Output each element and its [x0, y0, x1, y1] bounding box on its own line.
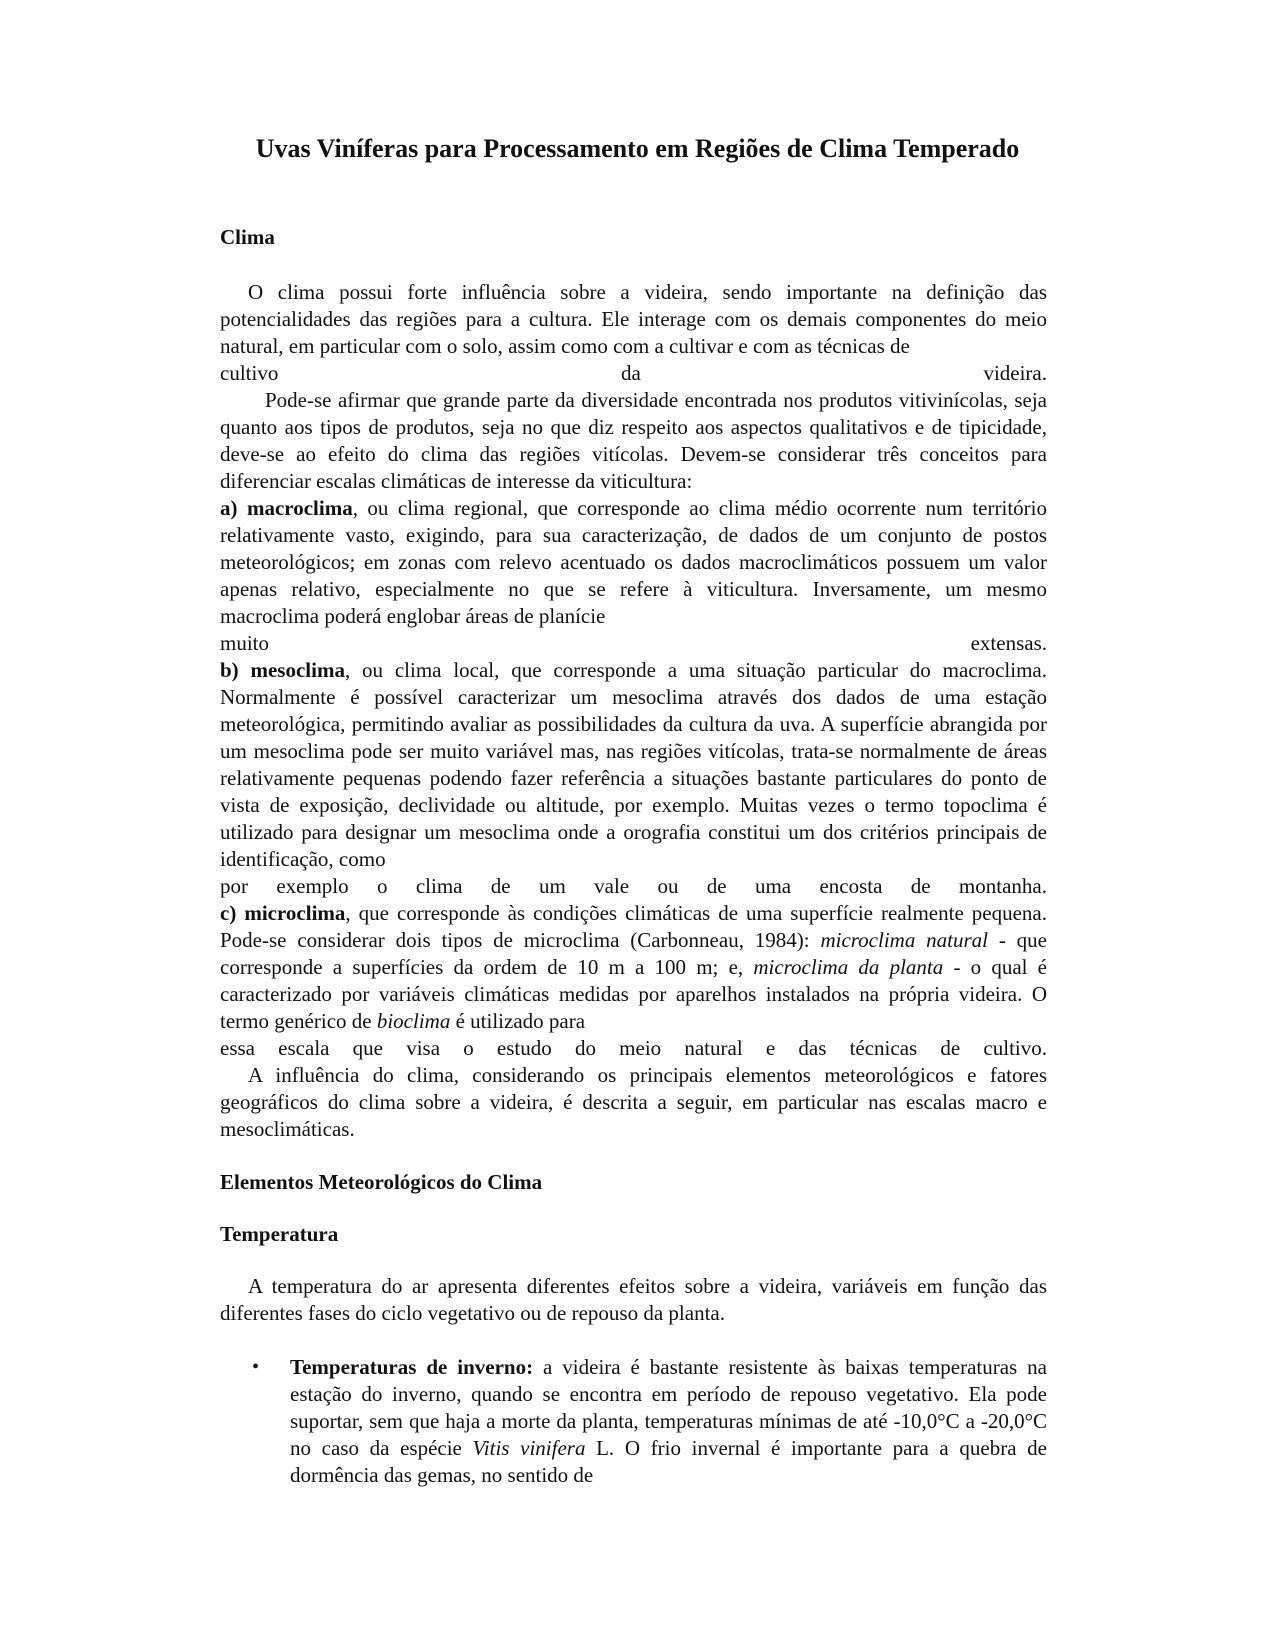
paragraph-line-justified: essa escala que visa o estudo do meio natural e das técnicas de cultivo.: [220, 1036, 1047, 1060]
paragraph-temperatura-intro: A temperatura do ar apresenta diferentes efeitos sobre a videira, variáveis em função das diferentes fases do ciclo vegetativo ou de repouso da planta.: [220, 1274, 1047, 1325]
term-temperaturas-inverno: Temperaturas de inverno:: [290, 1355, 534, 1379]
paragraph-text: - que corresponde a superfícies da ordem de 10 m a 100 m; e,: [220, 928, 1047, 979]
term-macroclima: a) macroclima: [220, 496, 353, 520]
paragraph-line-justified: muito extensas.: [220, 631, 1047, 655]
term-microclima-planta: microclima da planta: [753, 955, 944, 979]
paragraph-mesoclima: [220, 657, 1047, 873]
list-item-text: L. O frio invernal é importante para a quebra de dormência das gemas, no sentido de: [290, 1436, 1048, 1487]
paragraph-text: , ou clima local, que corresponde a uma situação particular do macroclima. Normalmente é possível caracterizar um mesoclima através dos dados de uma estação meteorológica, permitindo avaliar as possibilidades da cultura da uva. A superfície abrangida por um mesoclima pode ser muito variável mas, nas regiões vitícolas, trata-se normalmente de áreas relativamente pequenas podendo fazer referência a situações bastante particulares do ponto de vista de exposição, declividade ou altitude, por exemplo. Muitas vezes o termo topoclima é utilizado para designar um mesoclima onde a orografia constitui um dos critérios principais de identificação, como: [220, 658, 1047, 871]
term-microclima: c) microclima: [220, 901, 346, 925]
paragraph-text: - o qual é caracterizado por variáveis climáticas medidas por aparelhos instalados na própria videira. O termo genérico de: [220, 955, 1047, 1033]
paragraph-diversidade: Pode-se afirmar que grande parte da diversidade encontrada nos produtos vitivinícolas, seja quanto aos tipos de produtos, seja no que diz respeito aos aspectos qualitativos e de tipicidade, deve-se ao efeito do clima das regiões vitícolas. Devem-se considerar três conceitos para diferenciar escalas climáticas de interesse da viticultura:: [220, 388, 1047, 493]
section-heading-clima: Clima: [220, 225, 275, 249]
paragraph-text: , ou clima regional, que corresponde ao clima médio ocorrente num território relativamente vasto, exigindo, para sua caracterização, de dados de um conjunto de postos meteorológicos; em zonas com relevo acentuado os dados macroclimáticos possuem um valor apenas relativo, especialmente no que se refere à viticultura. Inversamente, um mesmo macroclima poderá englobar áreas de planície: [220, 496, 1047, 628]
paragraph-text: é utilizado para: [450, 1009, 586, 1033]
term-vitis-vinifera: Vitis vinifera: [472, 1436, 586, 1460]
list-item: [252, 1354, 1048, 1489]
paragraph-line-justified: cultivo da videira.: [220, 361, 1047, 385]
term-microclima-natural: microclima natural: [820, 928, 988, 952]
paragraph-line-justified: por exemplo o clima de um vale ou de uma encosta de montanha.: [220, 874, 1047, 898]
document-body: [220, 224, 1047, 1489]
paragraph-text: , que corresponde às condições climáticas de uma superfície realmente pequena. Pode-se considerar dois tipos de microclima (Carbonneau, 1984):: [220, 901, 1048, 952]
section-heading-temperatura: Temperatura: [220, 1222, 339, 1246]
paragraph-clima-intro: [220, 279, 1047, 360]
paragraph-influencia: A influência do clima, considerando os principais elementos meteorológicos e fatores geográficos do clima sobre a videira, é descrita a seguir, em particular nas escalas macro e mesoclimáticas.: [220, 1063, 1047, 1141]
paragraph-text: O clima possui forte influência sobre a videira, sendo importante na definição das potencialidades das regiões para a cultura. Ele interage com os demais componentes do meio natural, em particular com o solo, assim como com a cultivar e com as técnicas de: [220, 280, 1047, 358]
bullet-icon: •: [252, 1356, 260, 1378]
document-title: Uvas Viníferas para Processamento em Regiões de Clima Temperado: [255, 134, 1020, 163]
bullet-list: [220, 1354, 1047, 1489]
paragraph-microclima: [220, 900, 1047, 1035]
list-item-text: a videira é bastante resistente às baixas temperaturas na estação do inverno, quando se encontra em período de repouso vegetativo. Ela pode suportar, sem que haja a morte da planta, temperaturas mínimas de até -10,0°C a -20,0°C no caso da espécie: [290, 1355, 1047, 1460]
paragraph-macroclima: [220, 495, 1047, 630]
term-mesoclima: b) mesoclima: [220, 658, 345, 682]
term-bioclima: bioclima: [376, 1009, 451, 1033]
section-heading-elementos: Elementos Meteorológicos do Clima: [220, 1170, 543, 1194]
